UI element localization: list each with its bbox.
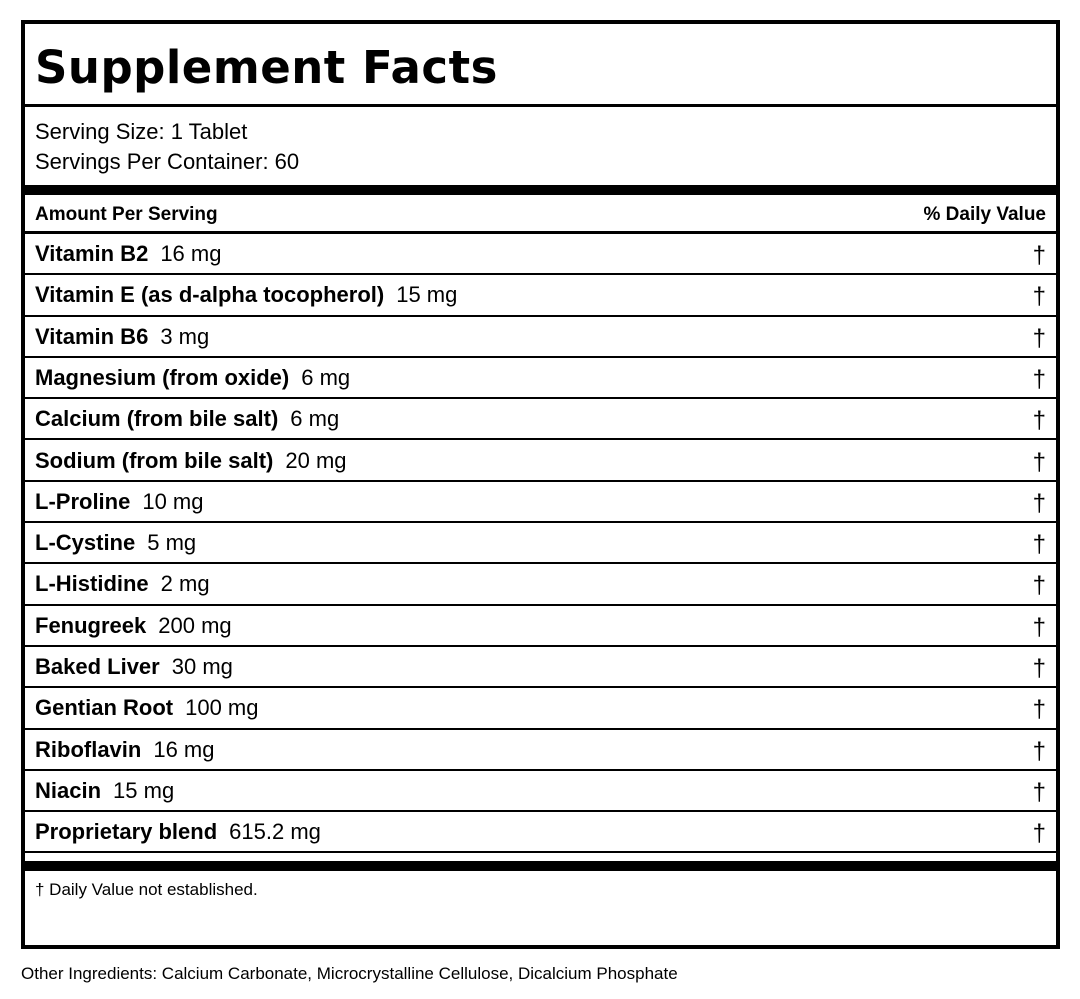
nutrient-amount: 615.2 mg bbox=[229, 819, 321, 845]
table-row bbox=[25, 564, 1056, 605]
nutrient-name: L-Proline bbox=[35, 488, 131, 514]
nutrient-name: Riboflavin bbox=[35, 736, 142, 762]
daily-value-dagger: † bbox=[1032, 820, 1046, 848]
nutrient-amount: 15 mg bbox=[396, 282, 458, 308]
daily-value-dagger: † bbox=[1032, 531, 1046, 559]
table-row bbox=[25, 523, 1056, 564]
daily-value-dagger: † bbox=[1032, 572, 1046, 600]
nutrient-label bbox=[35, 812, 321, 851]
nutrient-amount: 5 mg bbox=[147, 530, 197, 556]
nutrient-label bbox=[35, 606, 232, 645]
table-row bbox=[25, 275, 1056, 316]
daily-value-dagger: † bbox=[1032, 242, 1046, 269]
nutrient-label bbox=[35, 441, 347, 480]
table-row bbox=[25, 317, 1056, 358]
nutrient-name: Niacin bbox=[35, 777, 102, 803]
nutrient-name: Gentian Root bbox=[35, 695, 174, 721]
nutrient-label bbox=[35, 275, 457, 314]
table-row bbox=[25, 730, 1056, 771]
nutrient-name: Vitamin B2 bbox=[35, 241, 149, 266]
panel-title: Supplement Facts bbox=[35, 41, 498, 94]
daily-value-dagger: † bbox=[1032, 613, 1046, 641]
table-row bbox=[25, 812, 1056, 853]
thick-divider-top bbox=[25, 185, 1056, 195]
nutrient-label bbox=[35, 482, 204, 521]
nutrient-amount: 20 mg bbox=[285, 447, 347, 473]
nutrient-amount: 6 mg bbox=[290, 406, 340, 432]
table-row bbox=[25, 358, 1056, 399]
nutrient-amount: 200 mg bbox=[158, 612, 232, 638]
nutrient-name: Calcium (from bile salt) bbox=[35, 406, 279, 432]
serving-size: Serving Size: 1 Tablet bbox=[35, 119, 248, 144]
nutrient-label bbox=[35, 564, 210, 603]
nutrient-amount: 100 mg bbox=[185, 695, 259, 721]
table-row bbox=[25, 647, 1056, 688]
amount-per-serving-header: Amount Per Serving bbox=[35, 204, 218, 225]
nutrient-label bbox=[35, 317, 209, 356]
nutrient-label bbox=[35, 399, 339, 438]
supplement-facts-panel bbox=[21, 20, 1060, 949]
nutrient-amount: 3 mg bbox=[160, 323, 210, 349]
table-row bbox=[25, 399, 1056, 440]
nutrient-label bbox=[35, 730, 215, 769]
other-ingredients: Other Ingredients: Calcium Carbonate, Microcrystalline Cellulose, Dicalcium Phosphate bbox=[21, 964, 678, 983]
nutrient-name: Vitamin E (as d-alpha tocopherol) bbox=[35, 282, 385, 308]
footnote: † Daily Value not established. bbox=[35, 880, 258, 899]
daily-value-dagger: † bbox=[1032, 489, 1046, 517]
nutrient-name: L-Cystine bbox=[35, 530, 136, 556]
daily-value-dagger: † bbox=[1032, 696, 1046, 724]
nutrient-amount: 16 mg bbox=[160, 241, 222, 266]
daily-value-header: % Daily Value bbox=[923, 204, 1046, 225]
nutrient-name: L-Histidine bbox=[35, 571, 149, 597]
nutrient-name: Fenugreek bbox=[35, 612, 147, 638]
nutrient-label bbox=[35, 688, 259, 727]
nutrient-label bbox=[35, 234, 221, 273]
nutrient-name: Magnesium (from oxide) bbox=[35, 364, 290, 390]
servings-per-container: Servings Per Container: 60 bbox=[35, 149, 300, 174]
nutrient-amount: 6 mg bbox=[301, 364, 351, 390]
nutrient-amount: 16 mg bbox=[153, 736, 215, 762]
daily-value-dagger: † bbox=[1032, 778, 1046, 806]
nutrient-amount: 2 mg bbox=[160, 571, 210, 597]
nutrient-amount: 15 mg bbox=[113, 777, 175, 803]
daily-value-dagger: † bbox=[1032, 448, 1046, 476]
title-divider bbox=[25, 104, 1056, 107]
table-row bbox=[25, 482, 1056, 523]
thick-divider-bottom bbox=[25, 861, 1056, 871]
nutrient-label bbox=[35, 523, 196, 562]
nutrient-name: Baked Liver bbox=[35, 654, 160, 679]
nutrient-name: Proprietary blend bbox=[35, 819, 218, 845]
nutrient-name: Vitamin B6 bbox=[35, 323, 149, 349]
nutrient-name: Sodium (from bile salt) bbox=[35, 447, 274, 473]
daily-value-dagger: † bbox=[1032, 407, 1046, 435]
nutrient-amount: 10 mg bbox=[142, 488, 204, 514]
daily-value-dagger: † bbox=[1032, 365, 1046, 393]
nutrient-label bbox=[35, 647, 233, 686]
daily-value-dagger: † bbox=[1032, 324, 1046, 352]
table-row bbox=[25, 688, 1056, 729]
table-row bbox=[25, 606, 1056, 647]
daily-value-dagger: † bbox=[1032, 655, 1046, 682]
nutrient-label bbox=[35, 358, 350, 397]
daily-value-dagger: † bbox=[1032, 737, 1046, 765]
table-row bbox=[25, 234, 1056, 275]
table-row bbox=[25, 441, 1056, 482]
daily-value-dagger: † bbox=[1032, 283, 1046, 311]
nutrient-amount: 30 mg bbox=[171, 654, 233, 679]
nutrient-label bbox=[35, 771, 174, 810]
table-row bbox=[25, 771, 1056, 812]
